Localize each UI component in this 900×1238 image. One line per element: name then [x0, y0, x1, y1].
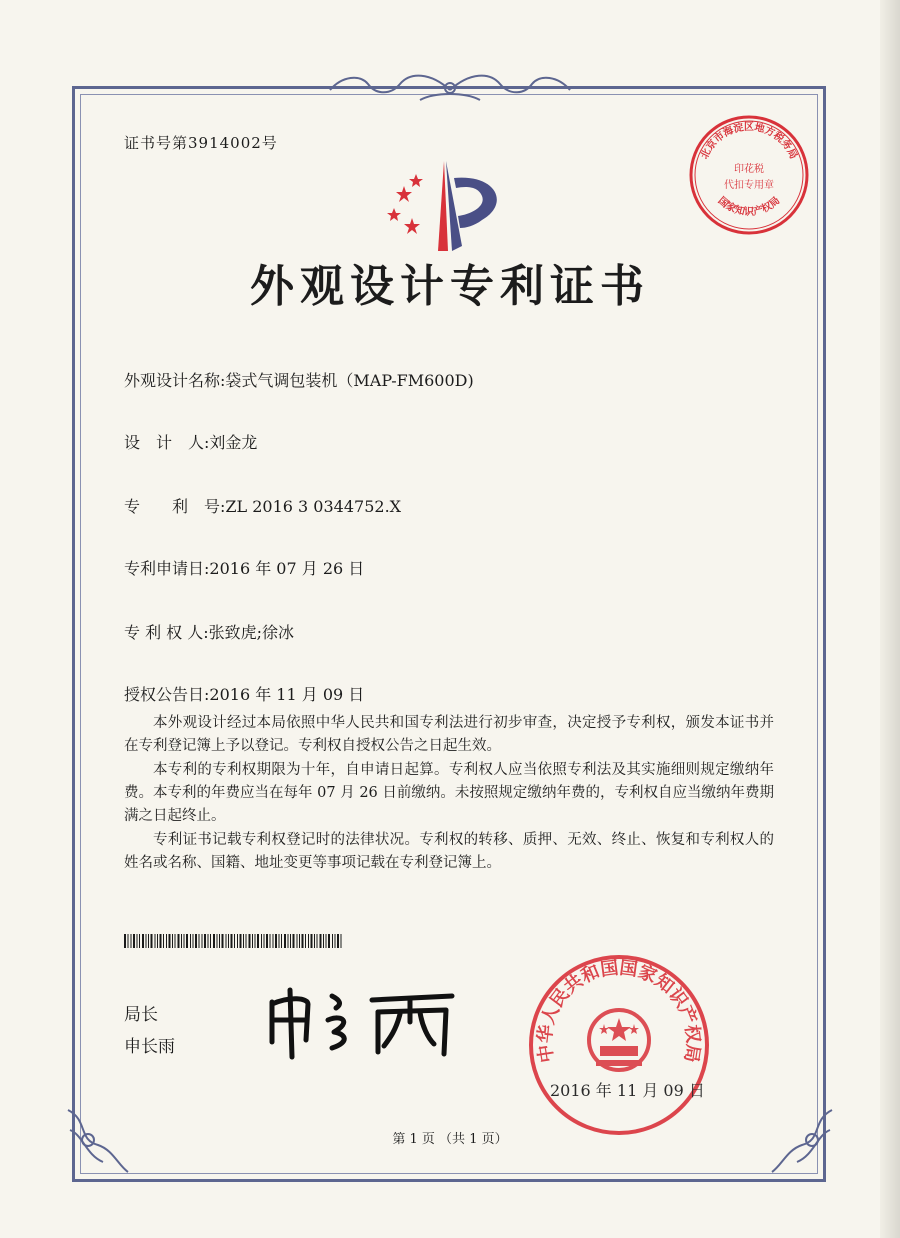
page-footer: 第 1 页 （共 1 页） — [392, 1132, 508, 1147]
patent-number-field — [124, 494, 401, 517]
director-title: 局长 — [124, 1005, 158, 1025]
field-value: 刘金龙 — [209, 433, 258, 452]
certificate-body — [124, 712, 774, 876]
svg-text:代扣专用章: 代扣专用章 — [724, 180, 774, 191]
svg-text:国家知识产权局: 国家知识产权局 — [715, 195, 783, 218]
patent-office-logo-icon — [382, 156, 522, 256]
application-date-field — [124, 556, 364, 579]
field-value: ZL 2016 3 0344752.X — [225, 497, 402, 516]
grant-date-field — [124, 682, 364, 705]
field-label: 设 计 人: — [124, 433, 210, 452]
page-edge — [880, 0, 900, 1238]
svg-text:北京市海淀区地方税务局: 北京市海淀区地方税务局 — [699, 122, 799, 161]
field-label: 专 利 号: — [124, 497, 226, 516]
body-paragraph: 本外观设计经过本局依照中华人民共和国专利法进行初步审查，决定授予专利权，颁发本证书并在专利登记簿上予以登记。专利权自授权公告之日起生效。 — [124, 715, 774, 754]
field-value: 袋式气调包装机（MAP-FM600D) — [225, 371, 474, 390]
director-signature — [262, 982, 462, 1062]
field-label: 授权公告日: — [124, 685, 210, 704]
design-name-field — [124, 368, 474, 391]
body-paragraph: 专利证书记载专利权登记时的法律状况。专利权的转移、质押、无效、终止、恢复和专利权人的姓名或名称、国籍、地址变更等事项记载在专利登记簿上。 — [124, 832, 774, 871]
certificate-title: 外观设计专利证书 — [250, 261, 650, 312]
designer-field — [124, 430, 257, 453]
issue-date: 2016 年 11 月 09 日 — [550, 1081, 705, 1100]
field-label: 专 利 权 人: — [124, 623, 209, 642]
certificate-number: 证书号第3914002号 — [124, 134, 278, 152]
official-seal-icon — [526, 952, 712, 1138]
tax-stamp-seal-icon — [686, 112, 812, 238]
field-label: 外观设计名称: — [124, 371, 226, 390]
field-value: 2016 年 11 月 09 日 — [209, 685, 365, 704]
field-value: 张致虎;徐冰 — [208, 623, 295, 642]
field-value: 2016 年 07 月 26 日 — [209, 559, 365, 578]
director-name: 申长雨 — [124, 1037, 175, 1057]
svg-text:中华人民共和国国家知识产权局: 中华人民共和国国家知识产权局 — [534, 957, 704, 1064]
svg-text:印花税: 印花税 — [734, 164, 764, 175]
top-ornament-icon — [320, 70, 580, 110]
patentee-field — [124, 620, 294, 643]
body-paragraph: 本专利的专利权期限为十年，自申请日起算。专利权人应当依照专利法及其实施细则规定缴纳年费。本专利的年费应当在每年 07 月 26 日前缴纳。未按照规定缴纳年费的，专利权自应当缴纳年费期满之日起终止。 — [124, 762, 774, 824]
barcode-icon — [124, 934, 344, 948]
field-label: 专利申请日: — [124, 559, 210, 578]
